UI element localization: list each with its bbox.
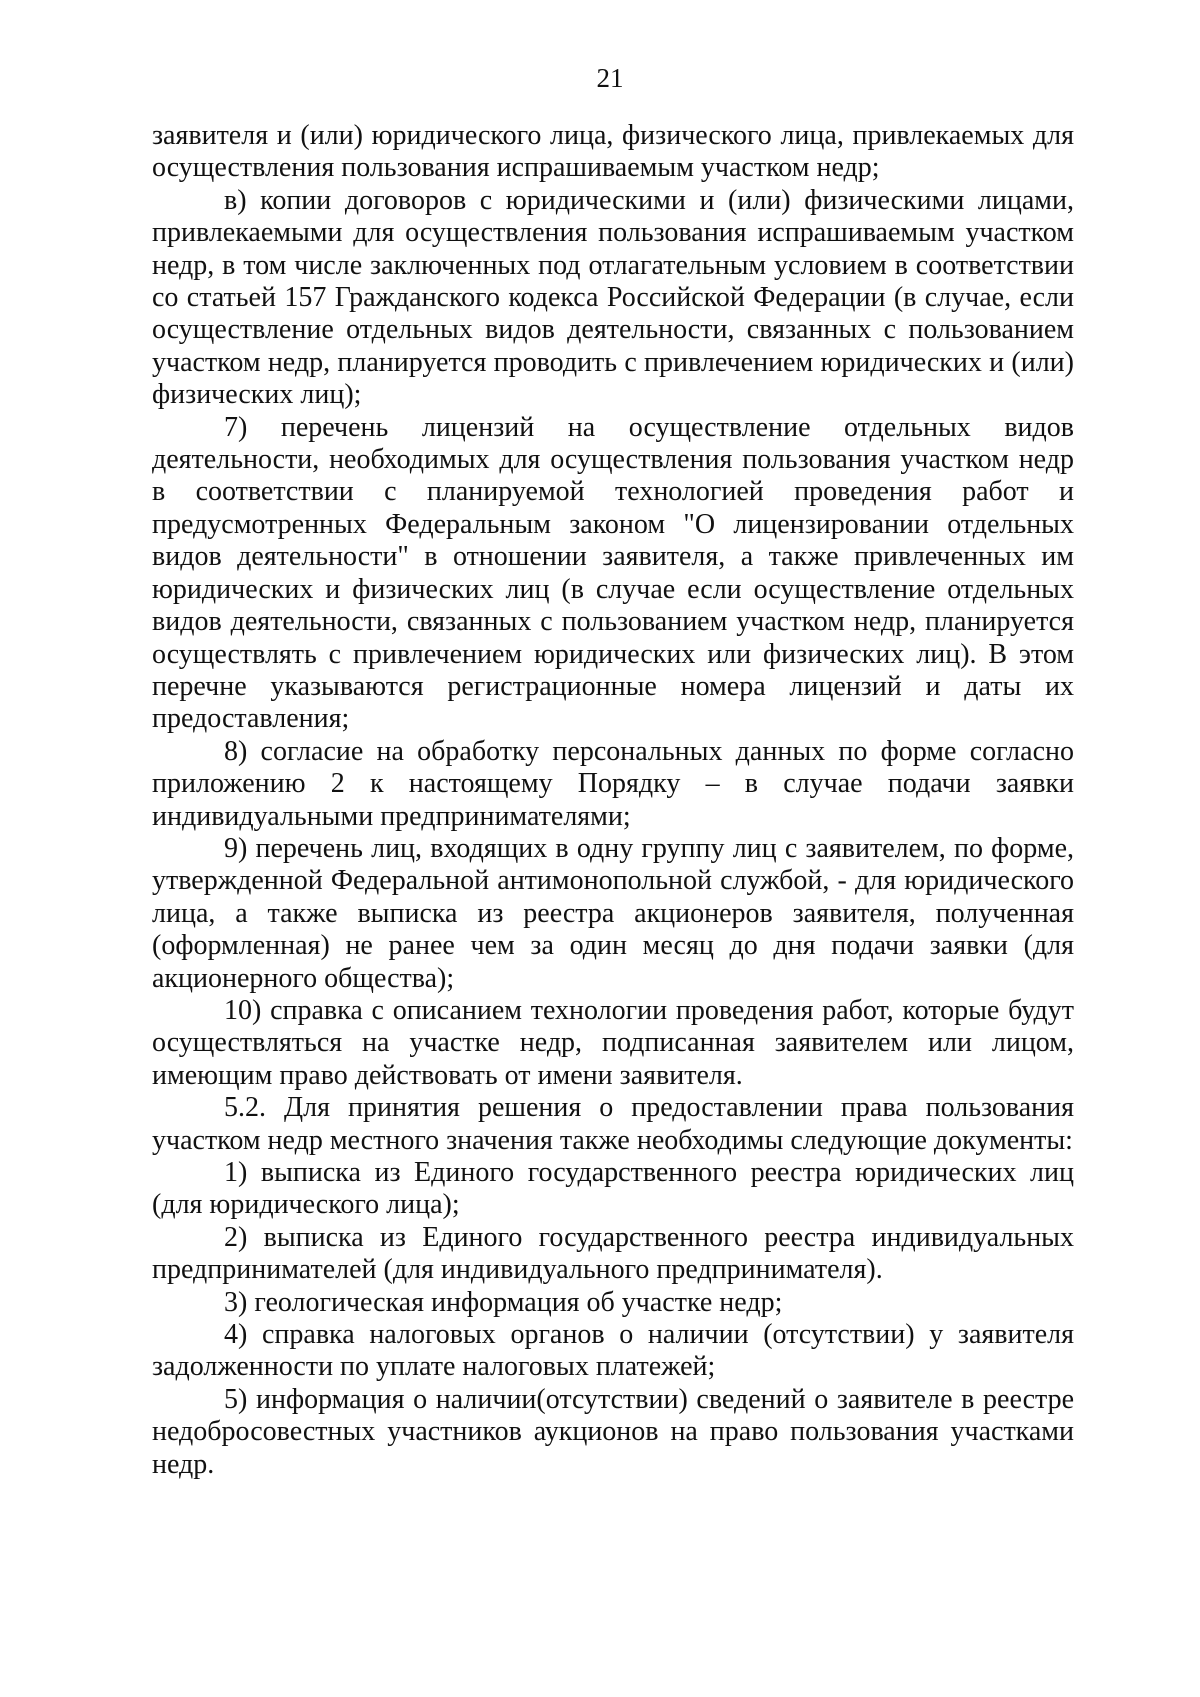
page-number: 21 <box>596 63 624 93</box>
paragraph-item-9: 9) перечень лиц, входящих в одну группу лиц с заявителем, по форме, утвержденной Федеральной антимонопольной службой, - для юридического лица, а также выписка из реестра акционеров заявителя, полученная (оформленная) не ранее чем за один месяц до дня подачи заявки (для акционерного общества); <box>152 832 1074 994</box>
paragraph-doc-5: 5) информация о наличии(отсутствии) сведений о заявителе в реестре недобросовестных участников аукционов на право пользования участками недр. <box>152 1383 1074 1480</box>
paragraph-item-v: в) копии договоров с юридическими и (или) физическими лицами, привлекаемыми для осуществления пользования испрашиваемым участком недр, в том числе заключенных под отлагательным условием в соответствии со статьей 157 Гражданского кодекса Российской Федерации (в случае, если осуществление отдельных видов деятельности, связанных с пользованием участком недр, планируется проводить с привлечением юридических и (или) физических лиц); <box>152 184 1074 411</box>
paragraph-item-8: 8) согласие на обработку персональных данных по форме согласно приложению 2 к настоящему Порядку – в случае подачи заявки индивидуальными предпринимателями; <box>152 735 1074 832</box>
paragraph-doc-3: 3) геологическая информация об участке недр; <box>224 1286 783 1318</box>
paragraph-doc-4: 4) справка налоговых органов о наличии (отсутствии) у заявителя задолженности по уплате налоговых платежей; <box>152 1319 1074 1383</box>
paragraph-doc-2: 2) выписка из Единого государственного реестра индивидуальных предпринимателей (для индивидуального предпринимателя). <box>152 1221 1074 1286</box>
document-body <box>152 120 1074 1481</box>
paragraph-item-10: 10) справка с описанием технологии проведения работ, которые будут осуществляться на участке недр, подписанная заявителем или лицом, имеющим право действовать от имени заявителя. <box>152 994 1074 1091</box>
paragraph-doc-1: 1) выписка из Единого государственного реестра юридических лиц (для юридического лица); <box>152 1157 1074 1221</box>
paragraph-section-5-2: 5.2. Для принятия решения о предоставлении права пользования участком недр местного значения также необходимы следующие документы: <box>152 1092 1074 1156</box>
paragraph-continuation: заявителя и (или) юридического лица, физического лица, привлекаемых для осуществления пользования испрашиваемым участком недр; <box>152 120 1074 184</box>
paragraph-item-7: 7) перечень лицензий на осуществление отдельных видов деятельности, необходимых для осуществления пользования участком недр в соответствии с планируемой технологией проведения работ и предусмотренных Федеральным законом "О лицензировании отдельных видов деятельности" в отношении заявителя, а также привлеченных им юридических и физических лиц (в случае если осуществление отдельных видов деятельности, связанных с пользованием участком недр, планируется осуществлять с привлечением юридических или физических лиц). В этом перечне указываются регистрационные номера лицензий и даты их предоставления; <box>152 411 1074 735</box>
